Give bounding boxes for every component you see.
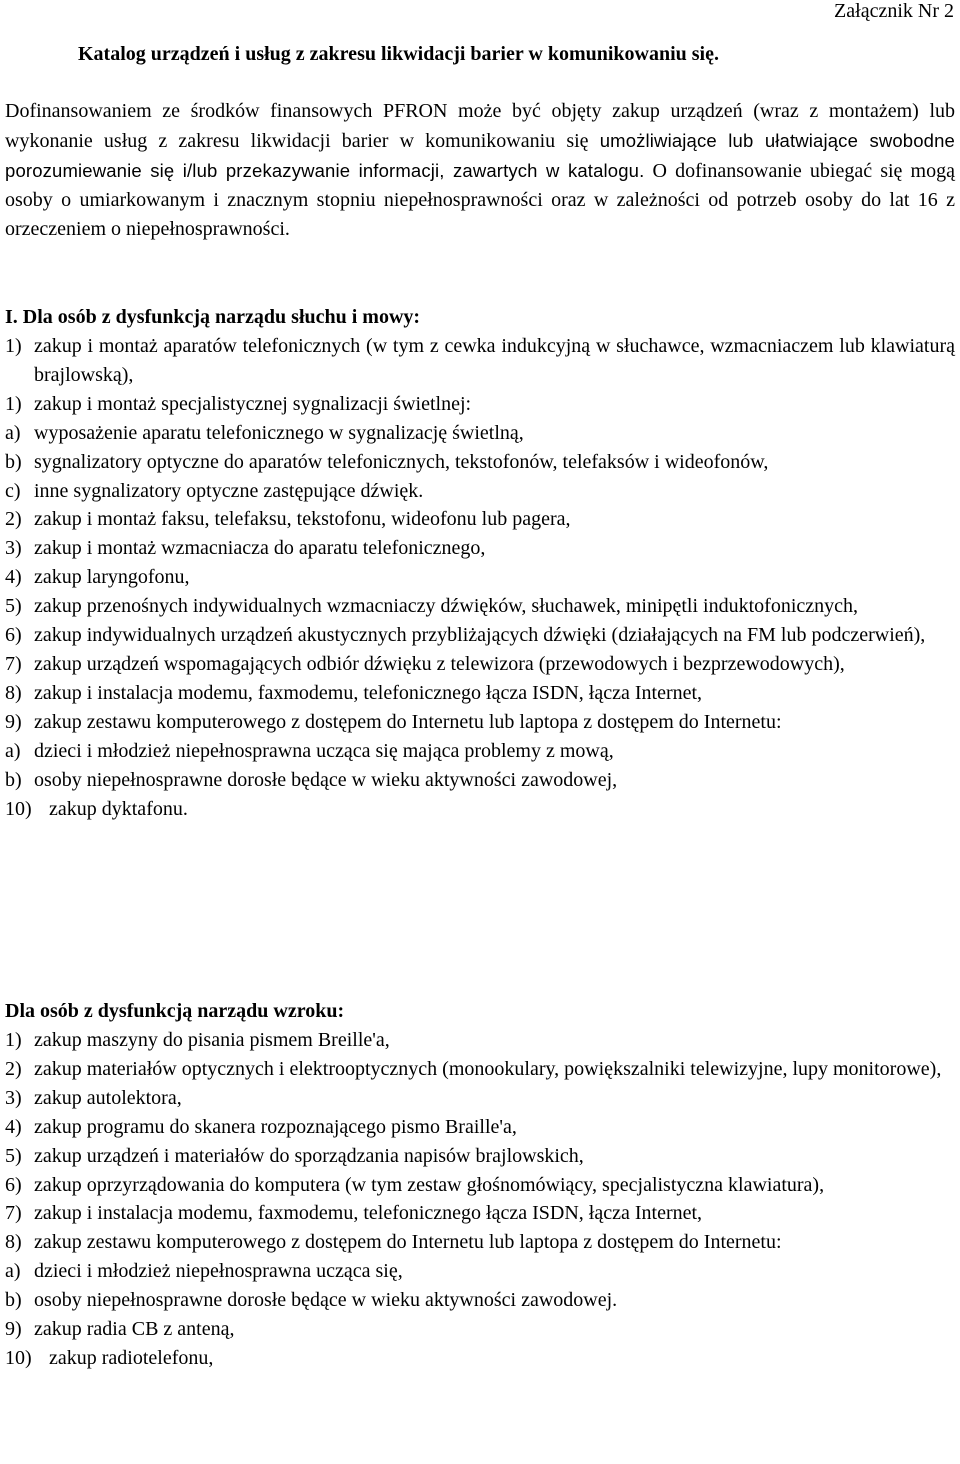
item-number: 5)	[5, 1144, 22, 1167]
list-item	[5, 1315, 955, 1344]
item-text: zakup i instalacja modemu, faxmodemu, telefonicznego łącza ISDN, łącza Internet,	[34, 681, 703, 704]
item-number: 1)	[5, 1029, 22, 1051]
item-text: zakup urządzeń i materiałów do sporządzania napisów brajlowskich,	[34, 1144, 584, 1167]
intro-paragraph	[5, 97, 955, 244]
item-text: osoby niepełnosprawne dorosłe będące w wieku aktywności zawodowej.	[34, 1289, 618, 1312]
list-item	[5, 592, 955, 621]
item-number: 7)	[5, 1202, 22, 1225]
item-number: b)	[5, 450, 22, 473]
item-text: zakup i montaż faksu, telefaksu, tekstofonu, wideofonu lub pagera,	[34, 508, 571, 531]
item-text: zakup radia CB z anteną,	[34, 1318, 235, 1341]
item-number: 1)	[5, 392, 22, 415]
list-item	[5, 448, 955, 477]
list-item	[5, 1026, 955, 1055]
item-text: zakup maszyny do pisania pismem Breille'a,	[34, 1029, 390, 1051]
list-item	[5, 1286, 955, 1315]
item-text: zakup i instalacja modemu, faxmodemu, telefonicznego łącza ISDN, łącza Internet,	[34, 1202, 703, 1225]
document-title: Katalog urządzeń i usług z zakresu likwidacji barier w komunikowaniu się.	[78, 43, 719, 65]
list-item	[5, 1142, 955, 1171]
section-heading: I. Dla osób z dysfunkcją narządu słuchu i mowy:	[5, 306, 421, 328]
item-number: 4)	[5, 566, 22, 589]
item-number: c)	[5, 479, 21, 502]
item-text: dzieci i młodzież niepełnosprawna ucząca się,	[34, 1260, 403, 1283]
list-item	[5, 621, 955, 650]
item-number: 3)	[5, 1086, 22, 1109]
list-item	[5, 650, 955, 679]
item-text: zakup i montaż wzmacniacza do aparatu telefonicznego,	[34, 537, 486, 560]
section-hearing-speech	[5, 303, 955, 823]
intro-text-2: umożliwiające lub ułatwiające swobodne porozumiewanie się i/lub przekazywanie informacji, zawartych w katalogu.	[5, 130, 955, 181]
item-number: 10)	[5, 1346, 32, 1369]
list-item	[5, 1344, 955, 1373]
item-text: zakup urządzeń wspomagających odbiór dźwięku z telewizora (przewodowych i bezprzewodowych),	[34, 652, 845, 675]
item-number: 10)	[5, 797, 32, 820]
list-item	[5, 1228, 955, 1257]
item-number: a)	[5, 1260, 21, 1283]
list-item	[5, 534, 955, 563]
item-text: wyposażenie aparatu telefonicznego w sygnalizację świetlną,	[34, 421, 524, 444]
item-number: 9)	[5, 710, 22, 733]
list-item	[5, 766, 955, 795]
item-text: zakup indywidualnych urządzeń akustycznych przybliżających dźwięki (działających na FM lub podczerwień),	[34, 624, 926, 647]
item-number: 1)	[5, 335, 22, 357]
item-number: 7)	[5, 652, 22, 675]
item-number: 2)	[5, 1057, 22, 1080]
item-text: zakup radiotelefonu,	[49, 1346, 214, 1369]
section-heading: Dla osób z dysfunkcją narządu wzroku:	[5, 1000, 345, 1022]
list-item	[5, 795, 955, 824]
list-item	[5, 505, 955, 534]
item-number: 8)	[5, 681, 22, 704]
item-text: zakup laryngofonu,	[34, 566, 190, 589]
item-text: inne sygnalizatory optyczne zastępujące dźwięk.	[34, 479, 424, 502]
item-text: dzieci i młodzież niepełnosprawna ucząca się mająca problemy z mową,	[34, 739, 614, 762]
list-item	[5, 1171, 955, 1200]
item-number: 9)	[5, 1318, 22, 1341]
list-item	[5, 1199, 955, 1228]
list-item	[5, 390, 955, 419]
section-vision	[5, 997, 955, 1373]
item-number: b)	[5, 1289, 22, 1312]
item-number: 6)	[5, 624, 22, 647]
item-number: a)	[5, 421, 21, 444]
list-item	[5, 1055, 955, 1084]
item-number: 8)	[5, 1231, 22, 1254]
item-number: a)	[5, 739, 21, 762]
item-text: zakup oprzyrządowania do komputera (w tym zestaw głośnomówiący, specjalistyczna klawiatura),	[34, 1173, 825, 1196]
item-text: zakup i montaż specjalistycznej sygnalizacji świetlnej:	[34, 392, 472, 415]
item-text: zakup i montaż aparatów telefonicznych (w tym z cewka indukcyjną w słuchawce, wzmacniaczem lub klawiaturą brajlowską),	[34, 335, 955, 386]
item-number: 2)	[5, 508, 22, 531]
item-text: osoby niepełnosprawne dorosłe będące w wieku aktywności zawodowej,	[34, 768, 618, 791]
item-text: zakup przenośnych indywidualnych wzmacniaczy dźwięków, słuchawek, minipętli induktofonicznych,	[34, 595, 859, 618]
annex-label: Załącznik Nr 2	[834, 0, 954, 22]
list-item	[5, 477, 955, 506]
item-text: sygnalizatory optyczne do aparatów telefonicznych, tekstofonów, telefaksów i wideofonów,	[34, 450, 769, 473]
intro-text-1: Dofinansowaniem ze środków finansowych PFRON może być objęty zakup urządzeń (wraz z montażem) lub wykonanie usług z zakresu likwidacji barier w komunikowaniu się	[5, 100, 955, 152]
list-item	[5, 1084, 955, 1113]
list-item	[5, 563, 955, 592]
item-text: zakup materiałów optycznych i elektrooptycznych (monookulary, powiększalniki telewizyjne, lupy monitorowe),	[34, 1057, 942, 1080]
list-item	[5, 708, 955, 737]
list-item	[5, 737, 955, 766]
item-number: 4)	[5, 1115, 22, 1138]
item-text: zakup programu do skanera rozpoznającego pismo Braille'a,	[34, 1115, 517, 1138]
item-number: b)	[5, 768, 22, 791]
list-item	[5, 679, 955, 708]
intro-text-3: O dofinansowanie ubiegać się mogą osoby o umiarkowanym i znacznym stopniu niepełnosprawności oraz w zależności od potrzeb osoby do lat 16 z orzeczeniem o niepełnosprawności.	[5, 160, 955, 240]
item-text: zakup zestawu komputerowego z dostępem do Internetu lub laptopa z dostępem do Internetu:	[34, 1231, 782, 1254]
item-text: zakup dyktafonu.	[49, 797, 188, 820]
item-number: 6)	[5, 1173, 22, 1196]
list-item	[5, 1113, 955, 1142]
item-number: 5)	[5, 595, 22, 618]
list-item	[5, 419, 955, 448]
item-text: zakup zestawu komputerowego z dostępem do Internetu lub laptopa z dostępem do Internetu:	[34, 710, 782, 733]
list-item	[5, 332, 955, 390]
item-text: zakup autolektora,	[34, 1086, 182, 1109]
list-item	[5, 1257, 955, 1286]
item-number: 3)	[5, 537, 22, 560]
